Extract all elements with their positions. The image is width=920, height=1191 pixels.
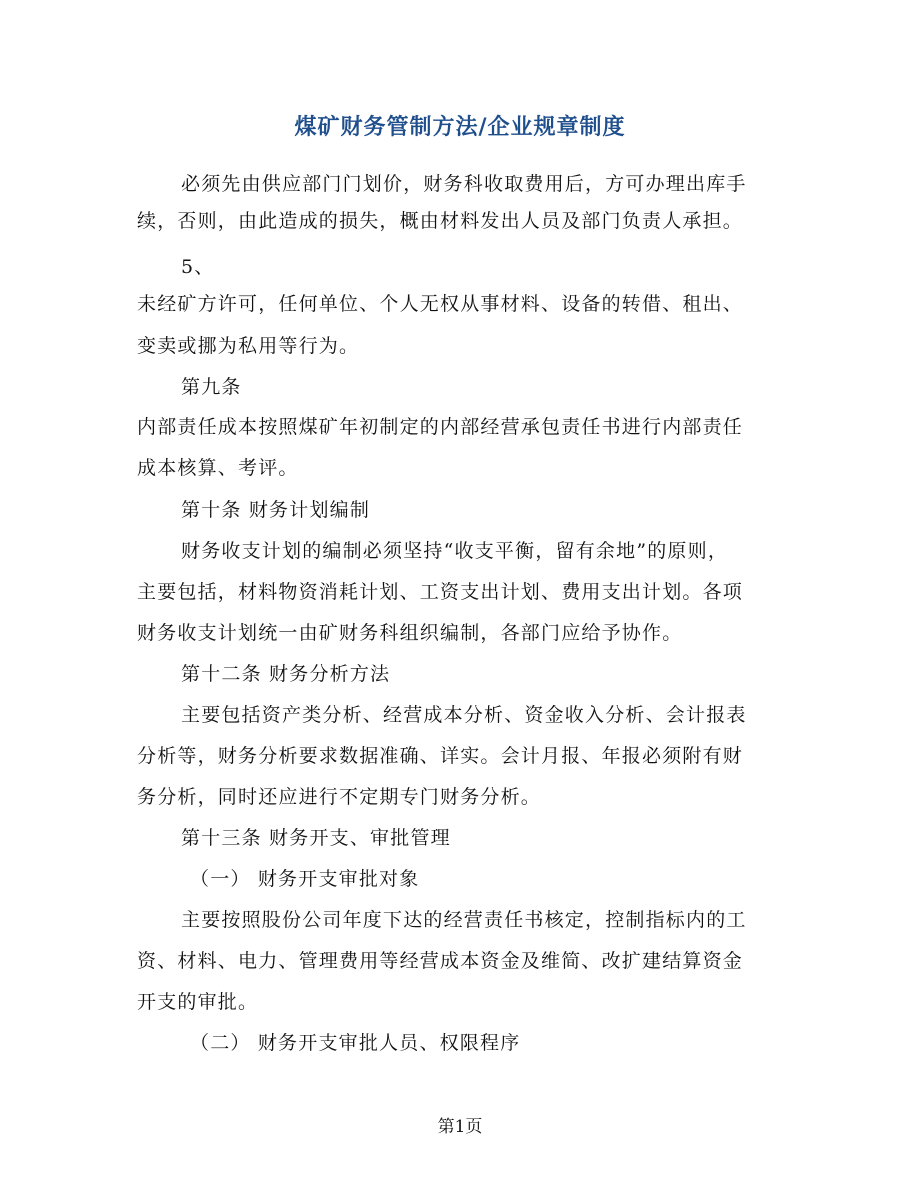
paragraph-line: 主要按照股份公司年度下达的经营责任书核定，控制指标内的工 xyxy=(181,909,747,931)
paragraph-line: 务分析，同时还应进行不定期专门财务分析。 xyxy=(137,786,542,808)
paragraph-line: 内部责任成本按照煤矿年初制定的内部经营承包责任书进行内部责任 xyxy=(137,416,744,438)
paragraph-line: 成本核算、考评。 xyxy=(137,457,299,479)
paragraph-line: 主要包括资产类分析、经营成本分析、资金收入分析、会计报表 xyxy=(181,704,747,726)
paragraph-line: 分析等，财务分析要求数据准确、详实。会计月报、年报必须附有财 xyxy=(137,745,744,767)
paragraph-line: 财务收支计划统一由矿财务科组织编制，各部门应给予协作。 xyxy=(137,622,683,644)
subsection-heading: （二） 财务开支审批人员、权限程序 xyxy=(190,1032,521,1054)
document-title: 煤矿财务管制方法/企业规章制度 xyxy=(294,115,626,140)
paragraph-line: 5、 xyxy=(181,256,215,278)
section-heading: 第十条 财务计划编制 xyxy=(181,499,371,521)
paragraph-line: 财务收支计划的编制必须坚持“收支平衡，留有余地”的原则， xyxy=(181,540,729,562)
section-heading: 第九条 xyxy=(181,376,242,398)
paragraph-line: 必须先由供应部门门划价，财务科收取费用后，方可办理出库手 xyxy=(181,173,747,195)
paragraph-line: 续，否则，由此造成的损失，概由材料发出人员及部门负责人承担。 xyxy=(137,210,744,232)
section-heading: 第十二条 财务分析方法 xyxy=(181,663,391,685)
paragraph-line: 未经矿方许可，任何单位、个人无权从事材料、设备的转借、租出、 xyxy=(137,293,744,315)
paragraph-line: 变卖或挪为私用等行为。 xyxy=(137,335,360,357)
paragraph-line: 开支的审批。 xyxy=(137,991,259,1013)
page-number: 第1页 xyxy=(437,1117,483,1137)
section-heading: 第十三条 财务开支、审批管理 xyxy=(181,827,451,849)
subsection-heading: （一） 财务开支审批对象 xyxy=(190,868,420,890)
paragraph-line: 主要包括，材料物资消耗计划、工资支出计划、费用支出计划。各项 xyxy=(137,581,744,603)
paragraph-line: 资、材料、电力、管理费用等经营成本资金及维简、改扩建结算资金 xyxy=(137,950,744,972)
